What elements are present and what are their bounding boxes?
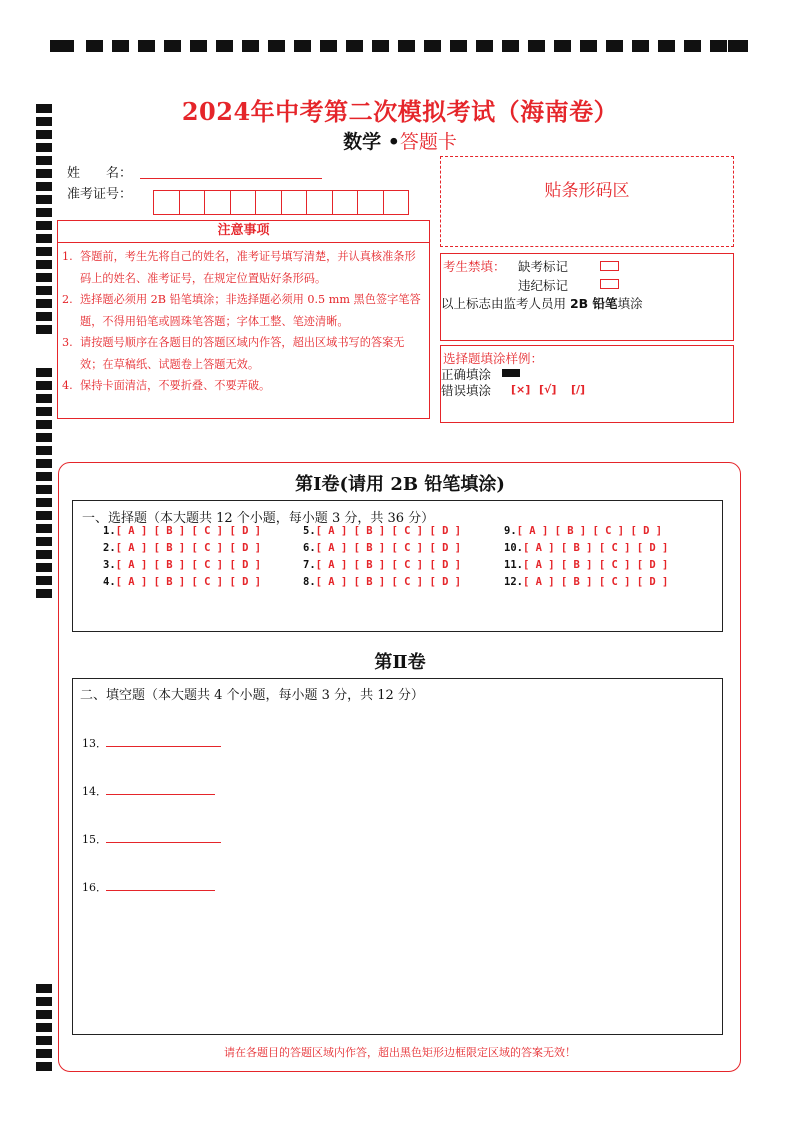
absent-label: 缺考标记 xyxy=(518,259,569,274)
choice-row[interactable]: 11.[ A ] [ B ] [ C ] [ D ] xyxy=(504,559,669,571)
blank-number: 16． xyxy=(82,881,107,894)
sample-title: 选择题填涂样例： xyxy=(443,351,544,366)
notes-title: 注意事项 xyxy=(57,220,430,243)
correct-fill-sample xyxy=(502,369,520,377)
id-digit-box[interactable] xyxy=(255,190,282,215)
blank-line[interactable] xyxy=(106,794,215,795)
choice-row[interactable]: 2.[ A ] [ B ] [ C ] [ D ] xyxy=(103,542,262,554)
note-item: 2. 选择题必须用 2B 铅笔填涂；非选择题必须用 0.5 mm 黑色签字笔答题，不得用铅笔或圆珠笔答题；字体工整、笔迹清晰。 xyxy=(62,293,421,328)
choice-row[interactable]: 12.[ A ] [ B ] [ C ] [ D ] xyxy=(504,576,669,588)
choice-row[interactable]: 9.[ A ] [ B ] [ C ] [ D ] xyxy=(504,525,663,537)
subject-label: 数学 • xyxy=(343,131,400,153)
choice-row[interactable]: 6.[ A ] [ B ] [ C ] [ D ] xyxy=(303,542,462,554)
choice-row[interactable]: 5.[ A ] [ B ] [ C ] [ D ] xyxy=(303,525,462,537)
part2-heading: 二、填空题（本大题共 4 个小题，每小题 3 分，共 12 分） xyxy=(80,688,424,703)
note-item: 1. 答题前，考生先将自己的姓名，准考证号填写清楚，并认真核准条形码上的姓名、准考证号，在规定位置贴好条形码。 xyxy=(62,250,416,285)
answer-sheet-label: 答题卡 xyxy=(399,131,457,153)
id-digit-box[interactable] xyxy=(281,190,308,215)
id-digit-box[interactable] xyxy=(332,190,359,215)
id-digit-box[interactable] xyxy=(383,190,410,215)
page-subtitle xyxy=(0,127,800,154)
id-digit-box[interactable] xyxy=(204,190,231,215)
id-digit-box[interactable] xyxy=(153,190,180,215)
id-digit-box[interactable] xyxy=(357,190,384,215)
violation-label: 违纪标记 xyxy=(518,278,569,293)
id-digit-box[interactable] xyxy=(230,190,257,215)
notes-list xyxy=(62,246,424,397)
note-item: 4. 保持卡面清洁，不要折叠、不要弄破。 xyxy=(62,379,271,392)
blank-number: 13． xyxy=(82,737,107,750)
blank-number: 15． xyxy=(82,833,107,846)
id-label: 准考证号： xyxy=(67,187,133,202)
wrong-mark-x: [×] xyxy=(511,383,531,396)
footer-note: 请在各题目的答题区域内作答，超出黑色矩形边框限定区域的答案无效！ xyxy=(224,1046,576,1059)
name-field[interactable] xyxy=(140,178,322,179)
part1-heading: 一、选择题（本大题共 12 个小题，每小题 3 分，共 36 分） xyxy=(82,511,435,526)
wrong-label: 错误填涂 xyxy=(441,383,492,398)
choice-row[interactable]: 7.[ A ] [ B ] [ C ] [ D ] xyxy=(303,559,462,571)
note-item: 3. 请按题号顺序在各题目的答题区域内作答，超出区域书写的答案无效；在草稿纸、试题卷上答题无效。 xyxy=(62,336,405,371)
barcode-label: 贴条形码区 xyxy=(544,181,630,201)
choice-row[interactable]: 1.[ A ] [ B ] [ C ] [ D ] xyxy=(103,525,262,537)
part2-title: 第Ⅱ卷 xyxy=(374,652,426,673)
blank-line[interactable] xyxy=(106,842,221,843)
examiner-only-title: 考生禁填： xyxy=(443,259,506,274)
choice-row[interactable]: 8.[ A ] [ B ] [ C ] [ D ] xyxy=(303,576,462,588)
id-boxes xyxy=(153,190,408,215)
blank-line[interactable] xyxy=(106,890,215,891)
choice-row[interactable]: 3.[ A ] [ B ] [ C ] [ D ] xyxy=(103,559,262,571)
page-title: 2024年中考第二次模拟考试（海南卷） xyxy=(181,97,619,126)
choice-row[interactable]: 4.[ A ] [ B ] [ C ] [ D ] xyxy=(103,576,262,588)
id-digit-box[interactable] xyxy=(306,190,333,215)
absent-mark-box[interactable] xyxy=(600,261,619,271)
examiner-note: 以上标志由监考人员用 2B 铅笔填涂 xyxy=(441,296,643,311)
wrong-mark-slash: [/] xyxy=(571,383,586,396)
id-digit-box[interactable] xyxy=(179,190,206,215)
barcode-area xyxy=(440,156,734,247)
part1-title: 第Ⅰ卷(请用 2B 铅笔填涂) xyxy=(295,474,505,495)
blank-line[interactable] xyxy=(106,746,221,747)
choice-row[interactable]: 10.[ A ] [ B ] [ C ] [ D ] xyxy=(504,542,669,554)
part2-box xyxy=(72,678,723,1035)
violation-mark-box[interactable] xyxy=(600,279,619,289)
blank-number: 14． xyxy=(82,785,107,798)
wrong-mark-check: [√] xyxy=(539,383,557,396)
name-label: 姓 名： xyxy=(67,166,133,181)
correct-label: 正确填涂 xyxy=(441,367,492,382)
